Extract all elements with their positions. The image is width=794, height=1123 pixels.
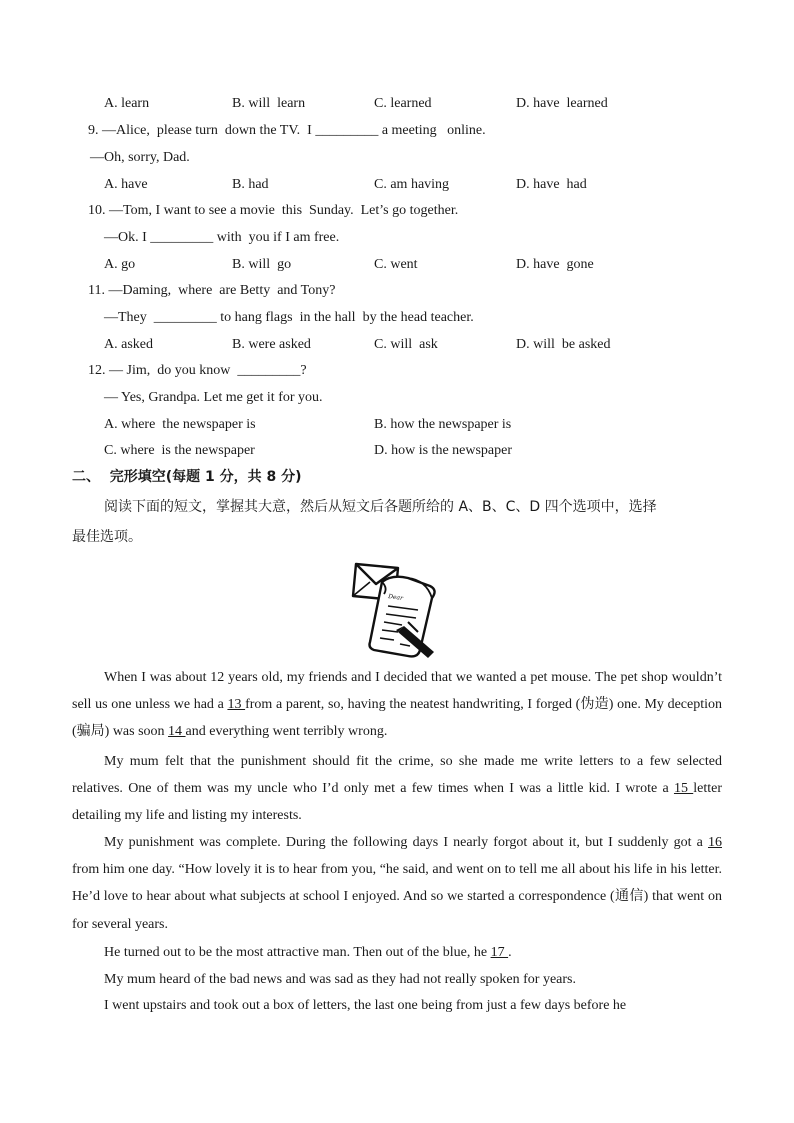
q10-option-a: A. go [104, 257, 136, 272]
letter-illustration [348, 558, 444, 662]
q9-prompt: 9. —Alice, please turn down the TV. I _________ a meeting online. [88, 123, 486, 138]
q11-option-b: B. were asked [232, 337, 311, 352]
q12-option-b: B. how the newspaper is [374, 417, 512, 432]
letter-heading-text: Dear [387, 593, 404, 603]
q12-option-d: D. how is the newspaper [374, 443, 513, 458]
section-instruction-line1: 阅读下面的短文，掌握其大意，然后从短文后各题所给的 A、B、C、D 四个选项中，选择 [104, 499, 657, 515]
passage-paragraph-3: My punishment was complete. During the following days I nearly forgot about it, but I suddenly got a 16 from him one day. “How lovely it is to hear from you, “he said, and went on to tell me all about his life in his letter. He’d love to hear about what subjects at school I enjoyed. And so we started a correspondence (通信) that went on for several years. [72, 835, 722, 932]
q8-option-b: B. will learn [232, 96, 306, 111]
q10-option-d: D. have gone [516, 257, 594, 272]
q12-prompt: 12. — Jim, do you know _________? [88, 363, 307, 378]
q12-option-c: C. where is the newspaper [104, 443, 255, 458]
blank-15: 15 [673, 781, 694, 797]
passage-paragraph-6: I went upstairs and took out a box of letters, the last one being from just a few days before he [104, 998, 627, 1013]
passage-paragraph-4: He turned out to be the most attractive man. Then out of the blue, he 17 . [104, 945, 512, 960]
q8-option-c: C. learned [374, 96, 432, 111]
q11-option-d: D. will be asked [516, 337, 611, 352]
q9-option-d: D. have had [516, 177, 587, 192]
passage-paragraph-2: My mum felt that the punishment should fit the crime, so she made me write letters to a few selected relatives. One of them was my uncle who I’d only met a few times when I was a little kid. I wrote a 15 letter detailing my life and listing my interests. [72, 754, 722, 824]
q12-reply: — Yes, Grandpa. Let me get it for you. [104, 390, 323, 405]
blank-16: 16 [708, 835, 722, 850]
q11-option-c: C. will ask [374, 337, 438, 352]
q9-option-c: C. am having [374, 177, 450, 192]
q8-option-a: A. learn [104, 96, 150, 111]
q12-option-a: A. where the newspaper is [104, 417, 256, 432]
q10-option-b: B. will go [232, 257, 292, 272]
q11-prompt: 11. —Daming, where are Betty and Tony? [88, 283, 336, 298]
passage-paragraph-1: When I was about 12 years old, my friends and I decided that we wanted a pet mouse. The pet shop wouldn’t sell us one unless we had a 13 from a parent, so, having the neatest handwriting, I forged (伪造) one. My deception (骗局) was soon 14 and everything went terribly wrong. [72, 670, 722, 740]
section-heading: 二、 完形填空(每题 1 分，共 8 分) [72, 469, 302, 485]
blank-17: 17 [490, 945, 509, 960]
q9-reply: —Oh, sorry, Dad. [90, 150, 190, 165]
blank-13: 13 [227, 697, 246, 713]
q11-option-a: A. asked [104, 337, 153, 352]
blank-14: 14 [168, 724, 186, 740]
q8-option-d: D. have learned [516, 96, 608, 111]
q11-reply: —They _________ to hang flags in the hall by the head teacher. [104, 310, 474, 325]
section-instruction-line2: 最佳选项。 [72, 529, 142, 545]
q10-reply: —Ok. I _________ with you if I am free. [104, 230, 340, 245]
q10-option-c: C. went [374, 257, 418, 272]
q9-option-b: B. had [232, 177, 269, 192]
q10-prompt: 10. —Tom, I want to see a movie this Sunday. Let’s go together. [88, 203, 459, 218]
q9-option-a: A. have [104, 177, 148, 192]
passage-paragraph-5: My mum heard of the bad news and was sad as they had not really spoken for years. [104, 972, 576, 987]
